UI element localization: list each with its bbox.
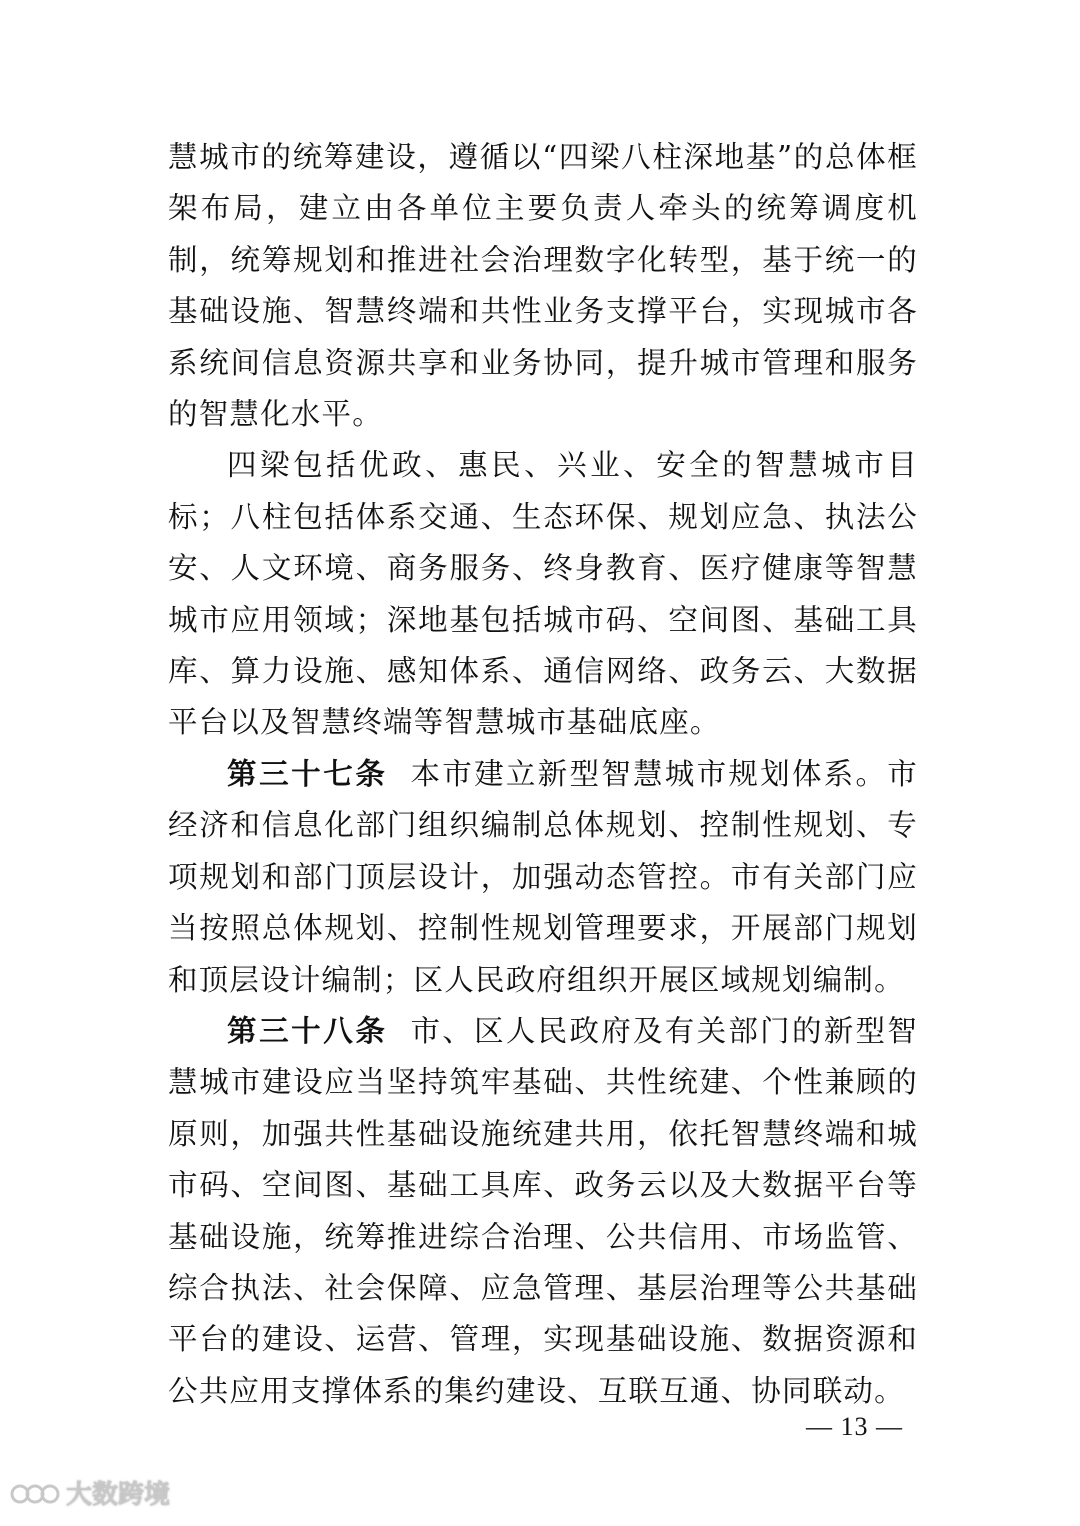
paragraph-four-beams-eight-pillars (168, 440, 918, 748)
article-label: 第三十七条 (227, 756, 388, 791)
article-label: 第三十八条 (227, 1013, 388, 1048)
watermark-logo-icon (10, 1478, 60, 1508)
document-body (168, 132, 918, 1417)
watermark (10, 1474, 170, 1511)
paragraph-intro-continuation (168, 132, 918, 440)
page-number: — 13 — (806, 1412, 903, 1441)
article-38 (168, 1006, 918, 1417)
paragraph-text: 四梁包括优政、惠民、兴业、安全的智慧城市目标；八柱包括体系交通、生态环保、规划应急、执法公安、人文环境、商务服务、终身教育、医疗健康等智慧城市应用领域；深地基包括城市码、空间图、基础工具库、算力设施、感知体系、通信网络、政务云、大数据平台以及智慧终端等智慧城市基础底座。 (168, 448, 918, 740)
article-text: 市、区人民政府及有关部门的新型智慧城市建设应当坚持筑牢基础、共性统建、个性兼顾的原则，加强共性基础设施统建共用，依托智慧终端和城市码、空间图、基础工具库、政务云以及大数据平台等基础设施，统筹推进综合治理、公共信用、市场监管、综合执法、社会保障、应急管理、基层治理等公共基础平台的建设、运营、管理，实现基础设施、数据资源和公共应用支撑体系的集约建设、互联互通、协同联动。 (168, 1013, 918, 1408)
watermark-text: 大数跨境 (66, 1480, 171, 1510)
article-37 (168, 749, 918, 1006)
article-text: 本市建立新型智慧城市规划体系。市经济和信息化部门组织编制总体规划、控制性规划、专项规划和部门顶层设计，加强动态管控。市有关部门应当按照总体规划、控制性规划管理要求，开展部门规划和顶层设计编制；区人民政府组织开展区域规划编制。 (168, 756, 918, 997)
paragraph-text: 慧城市的统筹建设，遵循以“四梁八柱深地基”的总体框架布局，建立由各单位主要负责人牵头的统筹调度机制，统筹规划和推进社会治理数字化转型，基于统一的基础设施、智慧终端和共性业务支撑平台，实现城市各系统间信息资源共享和业务协同，提升城市管理和服务的智慧化水平。 (168, 140, 918, 432)
